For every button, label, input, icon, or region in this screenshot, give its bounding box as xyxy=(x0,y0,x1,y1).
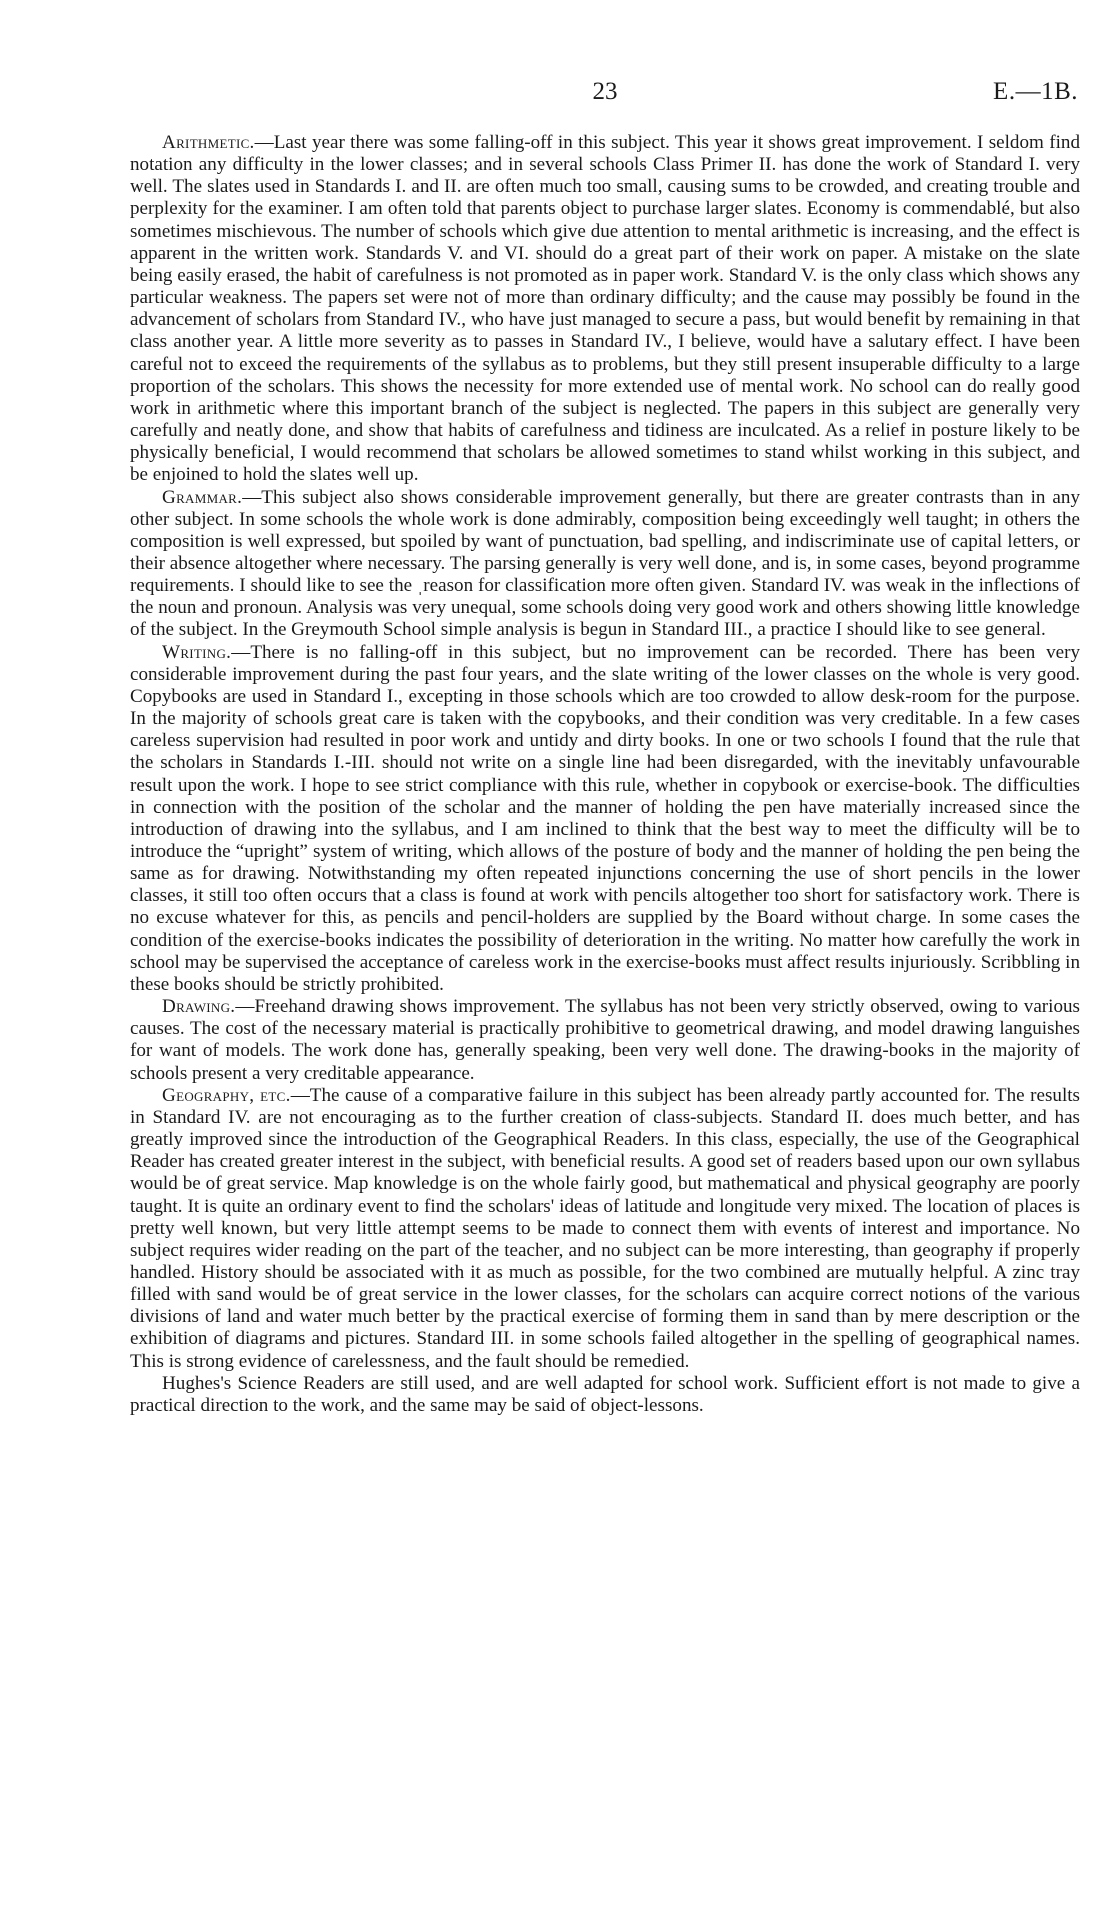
paragraph-writing xyxy=(130,642,1080,997)
paragraph-text: —Last year there was some falling-off in this subject. This year it shows great improvement. I seldom find notation any difficulty in the lower classes; and in several schools Class Primer II. has done the work of Standard I. very well. The slates used in Standards I. and II. are often much too small, causing sums to be crowded, and creating trouble and perplexity for the examiner. I am often told that parents object to purchase larger slates. Economy is commendablé, but also sometimes mischievous. The number of schools which give due attention to mental arithmetic is increasing, and the effect is apparent in the written work. Standards V. and VI. should do a great part of their work on paper. A mistake on the slate being easily erased, the habit of carefulness is not promoted as in paper work. Standard V. is the only class which shows any particular weakness. The papers set were not of more than ordinary difficulty; and the cause may possibly be found in the advancement of scholars from Standard IV., who have just managed to secure a pass, but would benefit by remaining in that class another year. A little more severity as to passes in Standard IV., I believe, would have a salutary effect. I have been careful not to exceed the requirements of the syllabus as to problems, but they still present insuperable difficulty to a large proportion of the scholars. This shows the necessity for more extended use of mental work. No school can do really good work in arithmetic where this important branch of the subject is neglected. The papers in this subject are generally very carefully and neatly done, and show that habits of carefulness and tidiness are inculcated. As a relief in posture likely to be physically beneficial, I would recommend that scholars be allowed sometimes to stand whilst working in this subject, and be enjoined to hold the slates well up. xyxy=(130,132,1080,486)
paragraph-geography xyxy=(130,1085,1080,1373)
paragraph-text: —Freehand drawing shows improvement. The syllabus has not been very strictly observed, owing to various causes. The cost of the necessary material is practically prohibitive to geometrical drawing, and model drawing languishes for want of models. The work done has, generally speaking, been very well done. The drawing-books in the majority of schools present a very creditable appearance. xyxy=(130,996,1080,1084)
section-heading-writing: Writing. xyxy=(162,641,232,663)
report-body xyxy=(130,132,1080,1417)
paragraph-text: Hughes's Science Readers are still used, and are well adapted for school work. Sufficient effort is not made to give a practical direction to the work, and the same may be said of object-lessons. xyxy=(130,1372,1080,1416)
page-number: 23 xyxy=(592,78,618,105)
page-header xyxy=(130,78,1080,112)
paragraph-arithmetic xyxy=(130,132,1080,487)
paragraph-text: —There is no falling-off in this subject, but no improvement can be recorded. There has been very considerable improvement during the past four years, and the slate writing of the lower classes on the whole is very good. Copybooks are used in Standard I., excepting in those schools which are too crowded to allow desk-room for the purpose. In the majority of schools great care is taken with the copybooks, and their condition was very creditable. In a few cases careless supervision had resulted in poor work and untidy and dirty books. In one or two schools I found that the rule that the scholars in Standards I.-III. should not write on a single line had been disregarded, with the inevitably unfavourable result upon the work. I hope to see strict compliance with this rule, whether in copybook or exercise-book. The difficulties in connection with the position of the scholar and the manner of holding the pen have materially increased since the introduction of drawing into the syllabus, and I am inclined to think that the best way to meet the difficulty will be to introduce the “upright” system of writing, which allows of the posture of body and the manner of holding the pen being the same as for drawing. Notwithstanding my often repeated injunctions concerning the use of short pencils in the lower classes, it still too often occurs that a class is found at work with pencils altogether too short for satisfactory work. There is no excuse whatever for this, as pencils and pencil-holders are supplied by the Board without charge. In some cases the condition of the exercise-books indicates the possibility of deterioration in the writing. No matter how carefully the work in school may be supervised the acceptance of careless work in the exercise-books must affect results injuriously. Scribbling in these books should be strictly prohibited. xyxy=(130,641,1080,995)
paragraph-grammar xyxy=(130,487,1080,642)
document-reference: E.—1B. xyxy=(993,78,1078,105)
section-heading-geography: Geography, etc. xyxy=(162,1084,291,1106)
paragraph-text: —The cause of a comparative failure in this subject has been already partly accounted for. The results in Standard IV. are not encouraging as to the further creation of class-subjects. Standard II. does much better, and has greatly improved since the introduction of the Geographical Readers. In this class, especially, the use of the Geographical Reader has created greater interest in the subject, with beneficial results. A good set of readers based upon our own syllabus would be of great service. Map knowledge is on the whole fairly good, but mathematical and physical geography are poorly taught. It is quite an ordinary event to find the scholars' ideas of latitude and longitude very mixed. The location of places is pretty well known, but very little attempt seems to be made to connect them with events of interest and importance. No subject requires wider reading on the part of the teacher, and no subject can be more interesting, than geography if properly handled. History should be associated with it as much as possible, for the two combined are mutually helpful. A zinc tray filled with sand would be of great service in the lower classes, for the scholars can acquire correct notions of the various divisions of land and water much better by the practical exercise of forming them in sand than by mere description or the exhibition of diagrams and pictures. Standard III. in some schools failed altogether in the spelling of geographical names. This is strong evidence of carelessness, and the fault should be remedied. xyxy=(130,1084,1080,1372)
section-heading-arithmetic: Arithmetic. xyxy=(162,132,255,153)
section-heading-drawing: Drawing. xyxy=(162,996,236,1018)
paragraph-drawing xyxy=(130,996,1080,1085)
paragraph-text: —This subject also shows considerable improvement generally, but there are greater contrasts than in any other subject. In some schools the whole work is done admirably, composition being exceedingly well taught; in others the composition is well expressed, but spoiled by want of punctuation, bad spelling, and indiscriminate use of capital letters, or their absence altogether where necessary. The parsing generally is very well done, and is, in some cases, beyond programme requirements. I should like to see the ˌreason for classification more often given. Standard IV. was weak in the inflections of the noun and pronoun. Analysis was very unequal, some schools doing very good work and others showing little knowledge of the subject. In the Greymouth School simple analysis is begun in Standard III., a practice I should like to see general. xyxy=(130,486,1080,641)
paragraph-science-readers xyxy=(130,1373,1080,1417)
section-heading-grammar: Grammar. xyxy=(162,486,243,508)
